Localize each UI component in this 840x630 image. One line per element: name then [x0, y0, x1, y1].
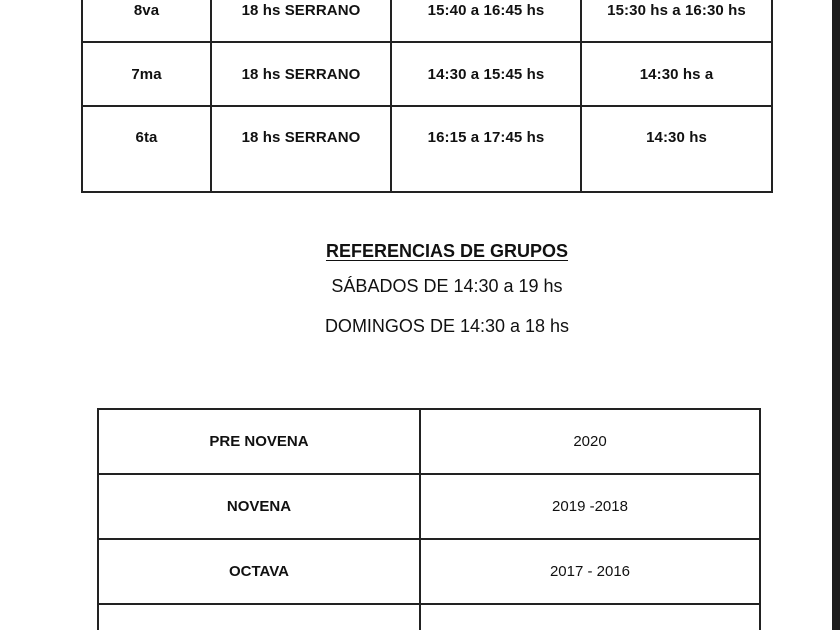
group-references — [0, 236, 840, 346]
category-cell: 8va — [82, 0, 211, 42]
venue-cell: 18 hs SERRANO — [211, 42, 391, 106]
table-row — [82, 0, 772, 42]
schedule-table — [81, 0, 773, 193]
group-years-cell — [420, 604, 760, 630]
references-title: REFERENCIAS DE GRUPOS — [325, 241, 569, 261]
time-cell: 16:15 a 17:45 hs — [391, 106, 581, 192]
saturday-hours: SÁBADOS DE 14:30 a 19 hs — [331, 276, 563, 296]
group-name-cell — [98, 604, 420, 630]
page-edge-strip — [832, 0, 840, 630]
group-name-cell: NOVENA — [98, 474, 420, 539]
category-cell: 6ta — [82, 106, 211, 192]
group-years-cell: 2017 - 2016 — [420, 539, 760, 604]
table-row — [98, 539, 760, 604]
groups-table — [97, 408, 761, 630]
table-row — [98, 409, 760, 474]
table-row — [82, 42, 772, 106]
time-cell: 14:30 hs a — [581, 42, 772, 106]
table-row — [98, 604, 760, 630]
sunday-hours: DOMINGOS DE 14:30 a 18 hs — [324, 316, 570, 336]
time-cell: 14:30 a 15:45 hs — [391, 42, 581, 106]
group-name-cell: OCTAVA — [98, 539, 420, 604]
time-cell: 15:40 a 16:45 hs — [391, 0, 581, 42]
venue-cell: 18 hs SERRANO — [211, 106, 391, 192]
time-cell: 14:30 hs — [581, 106, 772, 192]
category-cell: 7ma — [82, 42, 211, 106]
group-years-cell: 2019 -2018 — [420, 474, 760, 539]
group-name-cell: PRE NOVENA — [98, 409, 420, 474]
time-cell: 15:30 hs a 16:30 hs — [581, 0, 772, 42]
group-years-cell: 2020 — [420, 409, 760, 474]
venue-cell: 18 hs SERRANO — [211, 0, 391, 42]
table-row — [82, 106, 772, 192]
table-row — [98, 474, 760, 539]
